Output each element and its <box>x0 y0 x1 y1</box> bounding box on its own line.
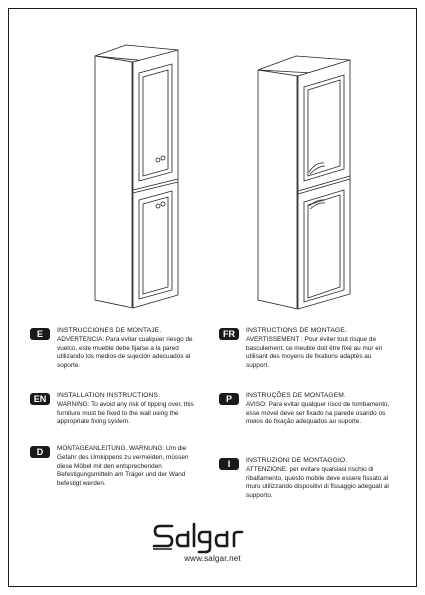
salgar-logo <box>150 518 275 556</box>
language-badge-pt: P <box>219 393 239 405</box>
language-badge-en: EN <box>30 393 50 405</box>
section-title-it: INSTRUZIONI DE MONTAGGIO. <box>246 457 348 464</box>
section-text-en: WARNING: To avoid any risk of tipping over, this furniture must be fixed to the wall using the appropriate fixing system. <box>57 400 194 426</box>
language-badge-fr: FR <box>219 328 239 340</box>
language-badge-it: I <box>219 458 239 470</box>
section-text-it: ATTENZIONE: per evitare qualsiasi rischio di ribaltamento, questo mobile deve essere fissato al muro utilizzando dispositivi di fissaggio adeguati al supporto. <box>246 465 389 500</box>
section-text-de: WARNUNG: Um die Gefahr des Umkippens zu vermeiden, müssen diese Möbel mit den entsprechenden Befestigungsmitteln am Träger und der Wand befestigt werden. <box>57 445 189 488</box>
section-title-es: INSTRUCCIONES DE MONTAJE. <box>57 327 162 334</box>
section-title-fr: INSTRUCTIONS DE MONTAGE. <box>246 327 347 334</box>
section-text-pt: AVISO: Para evitar qualquer risco de tombamento, esse móvel deve ser fixado na parede usando os meios de fixação adequados ao suporte. <box>246 400 390 426</box>
cabinet-illustration-left <box>0 0 212 320</box>
cabinet-illustration-right <box>212 0 424 320</box>
website-url: www.salgar.net <box>184 554 241 563</box>
section-text-es: ADVERTENCIA: Para evitar cualquier riesgo de vuelco, este mueble debe fijarse a la pared utilizando los medios de sujeción adecuados al soporte. <box>57 335 193 370</box>
section-title-en: INSTALLATION INSTRUCTIONS. <box>57 392 161 399</box>
language-badge-es: E <box>30 328 50 340</box>
section-title-pt: INSTRUÇÕES DE MONTAGEM. <box>246 392 346 399</box>
section-text-fr: AVERTISSEMENT : Pour éviter tout risque de basculement, ce meuble doit être fixé au mur en utilisant des moyens de fixations adaptés au support. <box>246 335 383 370</box>
language-badge-de: D <box>30 446 50 458</box>
section-title-de: MONTAGEANLEITUNG. <box>57 445 128 452</box>
